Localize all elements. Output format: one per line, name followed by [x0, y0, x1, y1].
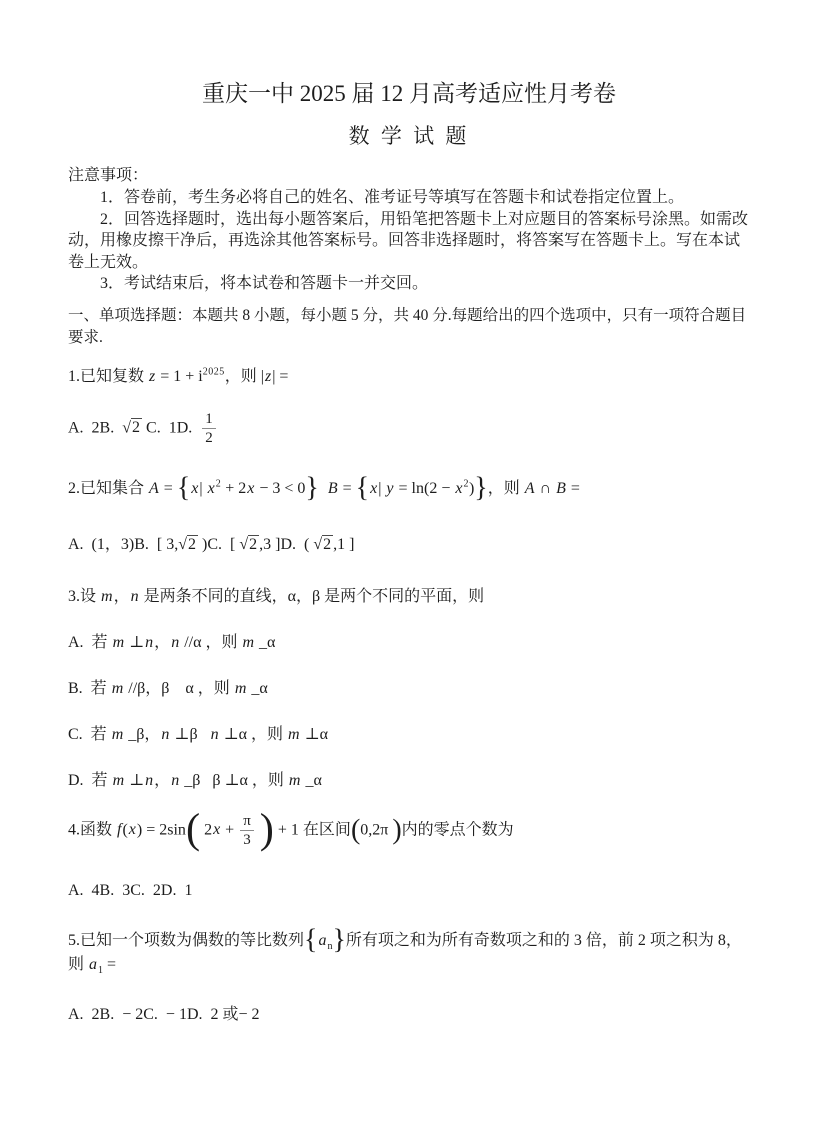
question-4: [68, 804, 750, 903]
question-3: [68, 585, 750, 793]
exam-paper-page: [0, 80, 816, 1136]
section-one-heading: 一、单项选择题：本题共 8 小题，每小题 5 分，共 40 分.每题给出的四个选项中，只有一项符合题目要求.: [68, 306, 747, 346]
question-3-option-a: A. 若 m ⊥n，n //α ，则 m _α: [68, 633, 276, 651]
notice-section: [68, 165, 750, 295]
question-2: [68, 472, 750, 557]
question-3-option-d: D. 若 m ⊥n，n _β β ⊥α ，则 m _α: [68, 771, 322, 789]
notice-item-3: 3．考试结束后，将本试卷和答题卡一并交回。: [100, 275, 429, 292]
exam-title: 重庆一中 2025 届 12 月高考适应性月考卷: [202, 81, 616, 106]
question-1: [68, 365, 750, 447]
question-1-options: A. 2B. √2 C. 1D. $\frac{1}{2}$: [68, 411, 750, 447]
notice-item-2: 2．回答选择题时，选出每小题答案后，用铅笔把答题卡上对应题目的答案标号涂黑。如需改动，用橡皮擦干净后，再选涂其他答案标号。回答非选择题时，将答案写在答题卡上。写在本试卷上无效。: [68, 210, 749, 271]
question-4-options: A. 4B. 3C. 2D. 1: [68, 881, 193, 899]
notice-item-1: 1．答卷前，考生务必将自己的姓名、准考证号等填写在答题卡和试卷指定位置上。: [100, 189, 685, 206]
question-1-stem: 1.已知复数 $z = 1 + i^{2025}$，则 |z| =: [68, 366, 289, 385]
question-4-stem: 4.函数 f(x) = 2sin( 2x + $\frac{\pi}{3}$ ) + 1 在区间(0,2π )内的零点个数为: [68, 804, 514, 852]
exam-subtitle: 数 学 试 题: [348, 124, 470, 148]
question-5-options: A. 2B. − 2C. − 1D. 2 或− 2: [68, 1005, 260, 1023]
question-3-option-c: C. 若 m _β，n ⊥β n ⊥α ，则 m ⊥α: [68, 725, 329, 743]
question-5-stem: 5.已知一个项数为偶数的等比数列$\{a_n\}$所有项之和为所有奇数项之和的 3 倍，前 2 项之积为 8，则 $a_1$ =: [68, 924, 742, 976]
question-2-stem: 2.已知集合 A = {x| $x^2 + 2x - 3 < 0$} B = {x| $y = \ln(2 - x^2)$}，则 A ∩ B =: [68, 472, 580, 504]
notice-heading: 注意事项：: [68, 167, 149, 184]
question-2-options: A. (1，3)B. [ 3,√2 )C. [ √2 ,3 ]D. ( √2 ,1 ]: [68, 535, 355, 553]
question-3-option-b: B. 若 m //β，β α ，则 m _α: [68, 679, 268, 697]
question-5: [68, 924, 750, 1027]
question-3-stem: 3.设 m，n 是两条不同的直线，α，β 是两个不同的平面，则: [68, 587, 485, 605]
